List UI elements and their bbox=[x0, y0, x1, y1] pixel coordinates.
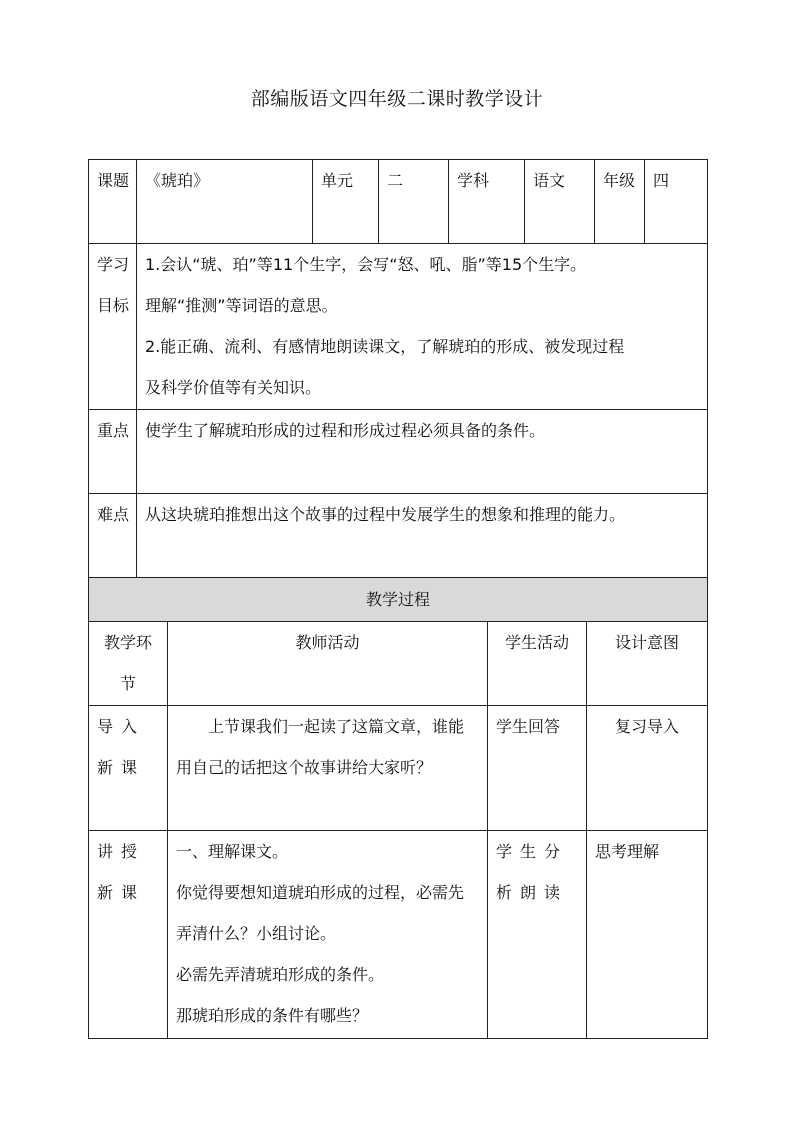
teacher-activity: 上节课我们一起读了这篇文章，谁能用自己的话把这个故事讲给大家听？ bbox=[168, 706, 488, 831]
difficulties-text: 从这块琥珀推想出这个故事的过程中发展学生的想象和推理的能力。 bbox=[137, 494, 708, 578]
teacher-line: 那琥珀形成的条件有哪些？ bbox=[176, 1006, 369, 1025]
teacher-line: 你觉得要想知道琥珀形成的过程，必需先弄清什么？小组讨论。 bbox=[176, 883, 465, 943]
unit-label: 单元 bbox=[313, 160, 379, 244]
difficulties-label: 难点 bbox=[89, 494, 137, 578]
subject-value: 语文 bbox=[525, 160, 595, 244]
process-header: 教学过程 bbox=[89, 578, 708, 622]
teaching-process-table bbox=[88, 577, 708, 1039]
design-intent: 思考理解 bbox=[587, 831, 708, 1039]
goal-line: 2.能正确、流利、有感情地朗读课文，了解琥珀的形成、被发现过程 bbox=[145, 337, 625, 356]
stage-cell: 讲授新课 bbox=[89, 831, 168, 1039]
student-activity: 学生回答 bbox=[488, 706, 587, 831]
design-intent: 复习导入 bbox=[587, 706, 708, 831]
key-points-text: 使学生了解琥珀形成的过程和形成过程必须具备的条件。 bbox=[137, 410, 708, 494]
key-points-label: 重点 bbox=[89, 410, 137, 494]
stage-cell: 导入新课 bbox=[89, 706, 168, 831]
goals-content bbox=[137, 244, 708, 410]
lesson-label: 课题 bbox=[89, 160, 137, 244]
teacher-line: 必需先弄清琥珀形成的条件。 bbox=[176, 965, 385, 984]
column-student: 学生活动 bbox=[488, 622, 587, 706]
goals-label: 学习目标 bbox=[89, 244, 137, 410]
goal-line: 1.会认“琥、珀”等11个生字，会写“怒、吼、脂”等15个生字。 bbox=[145, 255, 587, 274]
goal-line: 理解“推测”等词语的意思。 bbox=[145, 296, 338, 315]
goal-line: 及科学价值等有关知识。 bbox=[145, 378, 322, 397]
column-intent: 设计意图 bbox=[587, 622, 708, 706]
unit-value: 二 bbox=[379, 160, 449, 244]
lesson-value: 《琥珀》 bbox=[137, 160, 313, 244]
teacher-activity bbox=[168, 831, 488, 1039]
lesson-info-table bbox=[88, 159, 708, 578]
column-stage: 教学环节 bbox=[89, 622, 168, 706]
subject-label: 学科 bbox=[449, 160, 525, 244]
grade-label: 年级 bbox=[595, 160, 645, 244]
document-title: 部编版语文四年级二课时教学设计 bbox=[250, 88, 544, 110]
grade-value: 四 bbox=[645, 160, 708, 244]
teacher-line: 一、理解课文。 bbox=[176, 842, 289, 861]
student-activity: 学生分析朗读 bbox=[488, 831, 587, 1039]
column-teacher: 教师活动 bbox=[168, 622, 488, 706]
